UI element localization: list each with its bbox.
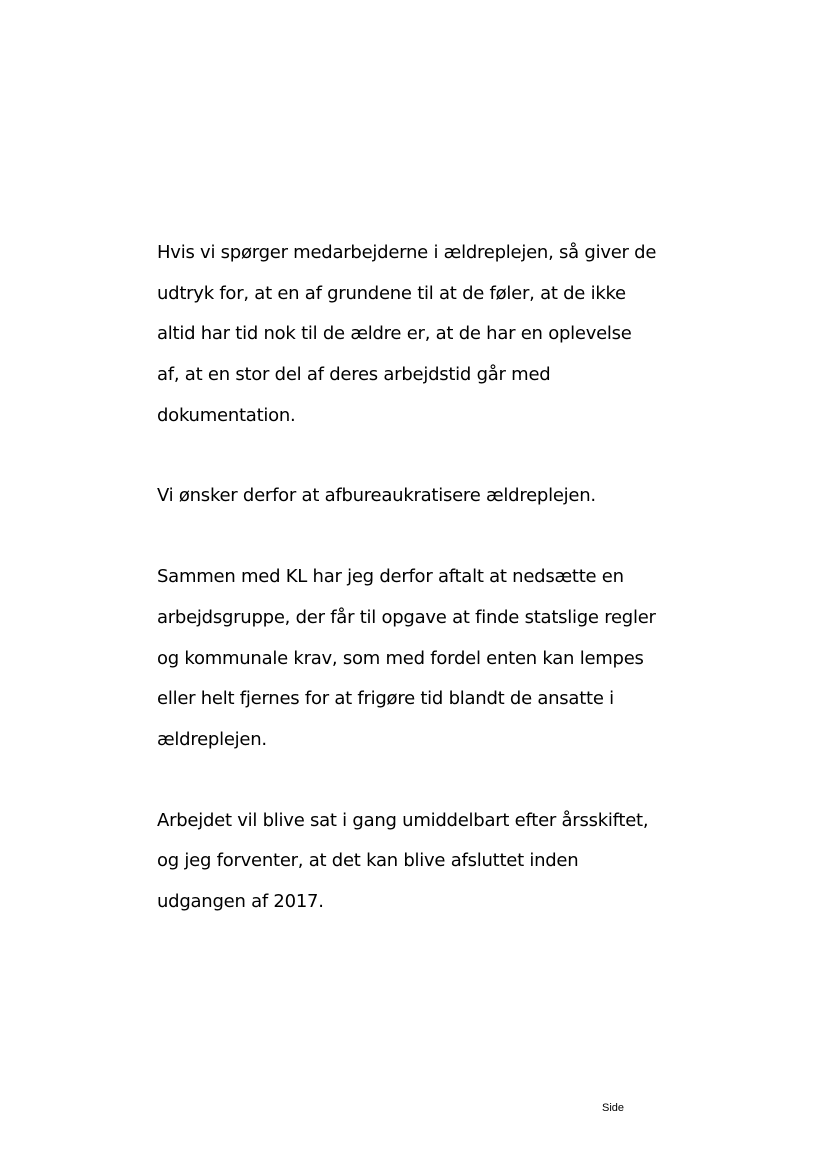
paragraph-4 [157,801,677,923]
text-line: Sammen med KL har jeg derfor aftalt at nedsætte en [157,566,624,588]
text-line: arbejdsgruppe, der får til opgave at finde statslige regler [157,606,656,628]
text-line: eller helt fjernes for at frigøre tid blandt de ansatte i [157,688,614,710]
text-line: og jeg forventer, at det kan blive afsluttet inden [157,850,579,872]
text-line: udgangen af 2017. [157,890,324,912]
paragraph-1 [157,233,677,436]
text-line: og kommunale krav, som med fordel enten kan lempes [157,647,644,669]
text-line: udtryk for, at en af grundene til at de føler, at de ikke [157,282,626,304]
page-footer [602,1101,624,1115]
paragraph-3 [157,557,677,760]
text-line: Hvis vi spørger medarbejderne i ældreplejen, så giver de [157,242,657,263]
text-line: af, at en stor del af deres arbejdstid går med [157,364,551,386]
page-label: Side [602,1102,625,1114]
paragraph-2 [157,476,677,517]
text-line: ældreplejen. [157,728,267,750]
text-line: dokumentation. [157,404,296,426]
text-line: Arbejdet vil blive sat i gang umiddelbart efter årsskiftet, [157,809,649,831]
text-line: Vi ønsker derfor at afbureaukratisere ældreplejen. [157,485,596,507]
text-line: altid har tid nok til de ældre er, at de har en oplevelse [157,323,632,345]
body-text [157,233,677,963]
